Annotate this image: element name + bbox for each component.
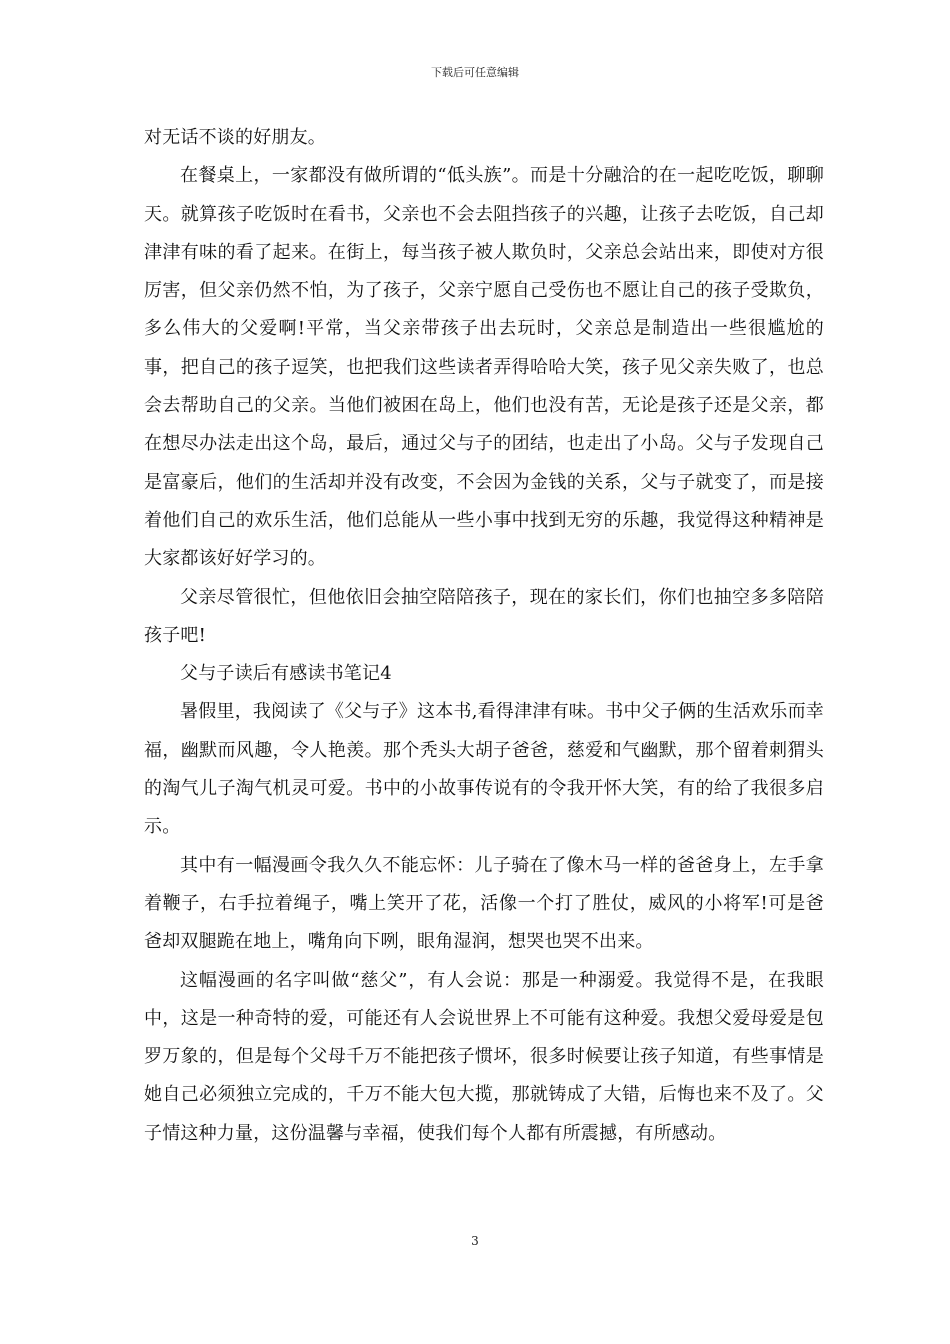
page-header: 下载后可任意编辑 — [431, 66, 519, 79]
paragraph: 其中有一幅漫画令我久久不能忘怀：儿子骑在了像木马一样的爸爸身上，左手拿着鞭子，右手拉着绳子，嘴上笑开了花，活像一个打了胜仗，威风的小将军!可是爸爸却双腿跪在地上，嘴角向下咧，眼角湿润，想哭也哭不出来。 — [144, 854, 824, 953]
document-body — [144, 119, 824, 1153]
paragraph-continuation: 对无话不谈的好朋友。 — [144, 127, 326, 148]
paragraph: 父亲尽管很忙，但他依旧会抽空陪陪孩子，现在的家长们，你们也抽空多多陪陪孩子吧! — [144, 586, 824, 646]
section-heading: 父与子读后有感读书笔记4 — [180, 663, 392, 685]
paragraph: 在餐桌上，一家都没有做所谓的“低头族”。而是十分融洽的在一起吃吃饭，聊聊天。就算孩子吃饭时在看书，父亲也不会去阻挡孩子的兴趣，让孩子去吃饭，自己却津津有味的看了起来。在街上，每当孩子被人欺负时，父亲总会站出来，即使对方很厉害，但父亲仍然不怕，为了孩子，父亲宁愿自己受伤也不愿让自己的孩子受欺负，多么伟大的父爱啊!平常，当父亲带孩子出去玩时，父亲总是制造出一些很尴尬的事，把自己的孩子逗笑，也把我们这些读者弄得哈哈大笑，孩子见父亲失败了，也总会去帮助自己的父亲。当他们被困在岛上，他们也没有苦，无论是孩子还是父亲，都在想尽办法走出这个岛，最后，通过父与子的团结，也走出了小岛。父与子发现自己是富豪后，他们的生活却并没有改变，不会因为金钱的关系，父与子就变了，而是接着他们自己的欢乐生活，他们总能从一些小事中找到无穷的乐趣，我觉得这种精神是大家都该好好学习的。 — [144, 165, 824, 570]
paragraph: 暑假里，我阅读了《父与子》这本书,看得津津有味。书中父子俩的生活欢乐而幸福，幽默而风趣，令人艳羡。那个秃头大胡子爸爸，慈爱和气幽默，那个留着刺猬头的淘气儿子淘气机灵可爱。书中的小故事传说有的令我开怀大笑，有的给了我很多启示。 — [144, 701, 824, 838]
page-number: 3 — [471, 1234, 479, 1248]
paragraph: 这幅漫画的名字叫做“慈父”，有人会说：那是一种溺爱。我觉得不是，在我眼中，这是一种奇特的爱，可能还有人会说世界上不可能有这种爱。我想父爱母爱是包罗万象的，但是每个父母千万不能把孩子惯坏，很多时候要让孩子知道，有些事情是她自己必须独立完成的，千万不能大包大揽，那就铸成了大错，后悔也来不及了。父子情这种力量，这份温馨与幸福，使我们每个人都有所震撼，有所感动。 — [144, 969, 824, 1144]
